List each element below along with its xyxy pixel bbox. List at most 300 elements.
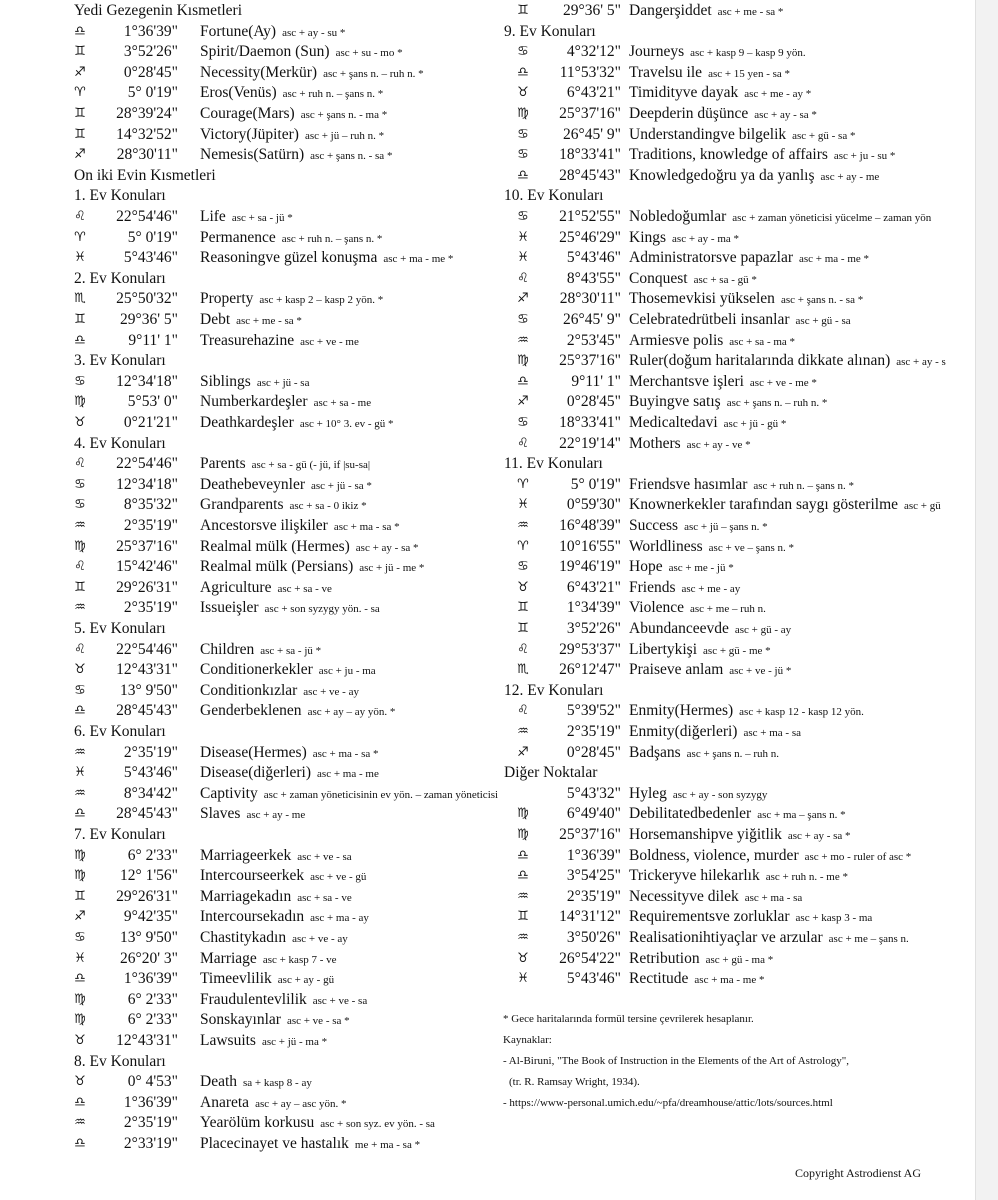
lot-formula: asc + ruh n. – şans n. * — [282, 88, 384, 101]
lot-row — [0, 639, 500, 660]
section-header: 7. Ev Konuları — [74, 826, 166, 843]
libra-sign-icon: ♎ — [517, 373, 529, 389]
scorpio-sign-icon: ♏ — [517, 662, 529, 678]
lot-formula: asc + ay - s — [896, 356, 946, 369]
lot-label: Captivity — [200, 784, 258, 802]
lot-row — [500, 927, 975, 948]
degree-value: 3°50'26" — [566, 929, 621, 946]
lot-formula: sa + kasp 8 - ay — [243, 1077, 312, 1090]
lot-label: Thosemevkisi yükselen — [629, 290, 775, 308]
scorpio-sign-icon: ♏ — [74, 291, 86, 307]
lot-row — [0, 206, 500, 227]
degree-value: 25°50'32" — [116, 290, 178, 308]
pisces-sign-icon: ♓ — [517, 971, 529, 987]
degree-value: 21°52'55" — [559, 208, 621, 225]
lot-name — [629, 144, 895, 167]
lot-name — [200, 515, 400, 538]
lot-name — [200, 1092, 347, 1115]
lot-label: Debilitatedbedenler — [629, 805, 752, 823]
lot-formula: asc + 15 yen - sa * — [708, 67, 791, 80]
lot-formula: asc + ay - ma * — [672, 232, 740, 245]
lot-name — [200, 906, 369, 929]
lot-row — [0, 783, 500, 804]
lot-row — [500, 618, 975, 639]
lot-name — [629, 659, 791, 682]
lot-label: Conquest — [629, 269, 688, 287]
degree-value: 6°43'21" — [566, 84, 621, 102]
lot-row — [500, 144, 975, 165]
aries-sign-icon: ♈ — [74, 85, 86, 101]
night-chart-note: * Gece haritalarında formül tersine çevrilerek hesaplanır. — [503, 1013, 754, 1025]
section-header: 9. Ev Konuları — [504, 22, 596, 40]
lot-name — [200, 1071, 312, 1094]
degree-value: 12°43'31" — [116, 1032, 178, 1049]
lot-row — [500, 783, 975, 804]
aquarius-sign-icon: ♒ — [74, 600, 86, 616]
degree-value: 6°49'40" — [566, 805, 621, 823]
degree-value: 0°28'45" — [566, 393, 621, 411]
lot-name — [200, 762, 379, 785]
degree-value: 18°33'41" — [559, 414, 621, 431]
virgo-sign-icon: ♍ — [517, 827, 529, 842]
degree-value: 26°45' 9" — [563, 125, 621, 143]
lot-formula: asc + me - ay * — [744, 88, 812, 101]
lot-name — [200, 927, 348, 950]
libra-sign-icon: ♎ — [517, 868, 529, 884]
lot-formula: asc + şans n. - sa * — [310, 150, 393, 163]
lot-row — [500, 247, 975, 268]
aquarius-sign-icon: ♒ — [517, 930, 529, 945]
libra-sign-icon: ♎ — [74, 703, 86, 719]
lot-name — [629, 309, 851, 332]
lot-label: Success — [629, 517, 679, 534]
lot-formula: asc + sa - jü * — [260, 644, 322, 657]
sagittarius-sign-icon: ♐ — [517, 744, 529, 760]
lot-formula: asc + ay – asc yön. * — [255, 1097, 347, 1110]
lot-row — [0, 968, 500, 989]
lot-row — [500, 948, 975, 969]
lot-label: Violence — [629, 599, 685, 617]
degree-value: 14°32'52" — [116, 125, 178, 143]
lot-label: Deathkardeşler — [200, 414, 294, 431]
virgo-sign-icon: ♍ — [74, 991, 86, 1007]
lot-row — [500, 103, 975, 124]
lot-label: Disease(Hermes) — [200, 743, 307, 761]
lot-label: Kings — [629, 228, 667, 246]
sagittarius-sign-icon: ♐ — [517, 394, 529, 410]
lot-label: Friendsve hasımlar — [629, 475, 748, 493]
lot-name — [200, 577, 332, 600]
lot-formula: asc + şans n. - ma * — [300, 109, 388, 121]
section-header: On iki Evin Kısmetleri — [74, 166, 216, 184]
lot-formula: asc + me - sa * — [236, 315, 302, 327]
degree-value: 26°12'47" — [559, 661, 621, 679]
aquarius-sign-icon: ♒ — [517, 518, 529, 533]
pisces-sign-icon: ♓ — [74, 950, 86, 966]
lot-name — [629, 288, 863, 311]
gemini-sign-icon: ♊ — [517, 600, 529, 616]
degree-value: 2°35'19" — [123, 517, 178, 534]
lot-formula: asc + me - sa * — [717, 6, 784, 18]
lot-label: Grandparents — [200, 496, 284, 514]
lot-name — [200, 227, 382, 250]
lot-formula: asc + gü - sa — [795, 315, 851, 327]
lot-row — [0, 453, 500, 474]
lot-label: Celebratedrütbeli insanlar — [629, 311, 790, 328]
lot-formula: asc + sa - me — [313, 397, 372, 410]
cancer-sign-icon: ♋ — [74, 930, 86, 945]
lot-formula: asc + ve – şans n. * — [708, 541, 794, 554]
lot-label: Conditionkızlar — [200, 681, 298, 699]
lot-name — [629, 721, 801, 744]
lot-label: Enmity(Hermes) — [629, 702, 734, 720]
lot-row — [0, 227, 500, 248]
lot-label: Hope — [629, 558, 663, 576]
section-header: 5. Ev Konuları — [74, 620, 166, 637]
gemini-sign-icon: ♊ — [74, 44, 86, 60]
virgo-sign-icon: ♍ — [517, 806, 529, 822]
lot-label: Eros(Venüs) — [200, 84, 277, 102]
leo-sign-icon: ♌ — [517, 641, 529, 657]
lot-name — [629, 268, 757, 291]
degree-value: 3°52'26" — [566, 620, 621, 637]
degree-value: 9°42'35" — [123, 908, 178, 926]
lot-formula: asc + jü - gü * — [723, 418, 787, 430]
lot-label: Anareta — [200, 1093, 250, 1111]
lot-formula: asc + son syz. ev yön. - sa — [320, 1118, 435, 1131]
source-1: - Al-Biruni, "The Book of Instruction in the Elements of the Art of Astrology", — [503, 1055, 849, 1067]
lot-name — [629, 865, 848, 888]
aquarius-sign-icon: ♒ — [517, 888, 529, 904]
lot-formula: asc + ay - me — [820, 170, 880, 183]
degree-value: 5° 0'19" — [127, 84, 178, 102]
degree-value: 6° 2'33" — [127, 990, 178, 1008]
aquarius-sign-icon: ♒ — [74, 1115, 86, 1131]
lot-formula: asc + ay - sa * — [355, 541, 419, 554]
degree-value: 22°19'14" — [559, 434, 621, 452]
degree-value: 8°34'42" — [123, 784, 178, 802]
lot-row — [500, 433, 975, 454]
degree-value: 5° 0'19" — [570, 475, 621, 493]
degree-value: 8°35'32" — [123, 496, 178, 514]
lot-name — [629, 845, 911, 868]
lot-label: Fortune(Ay) — [200, 22, 277, 40]
degree-value: 12°34'18" — [116, 475, 178, 493]
lot-formula: asc + ruh n. - me * — [765, 871, 848, 884]
lot-label: Armiesve polis — [629, 331, 724, 349]
lot-formula: asc + sa - 0 ikiz * — [289, 500, 367, 513]
lot-formula: asc + ve - me * — [749, 376, 817, 389]
lot-name — [200, 680, 359, 703]
lot-name — [200, 659, 376, 682]
lot-label: Journeys — [629, 43, 685, 61]
cancer-sign-icon: ♋ — [517, 147, 529, 163]
lot-name — [200, 639, 321, 662]
lot-label: Praiseve anlam — [629, 661, 724, 679]
lot-row — [500, 968, 975, 989]
libra-sign-icon: ♎ — [74, 332, 86, 348]
lot-name — [200, 968, 334, 991]
lot-formula: asc + gü - ma * — [705, 953, 774, 966]
degree-value: 25°37'16" — [116, 537, 178, 555]
leo-sign-icon: ♌ — [517, 703, 529, 719]
lot-formula: asc + son syzygy yön. - sa — [264, 603, 380, 616]
lot-label: Chastitykadın — [200, 929, 287, 946]
lot-name — [629, 124, 855, 147]
degree-value: 26°20' 3" — [120, 949, 178, 967]
lot-name — [200, 474, 372, 497]
degree-value: 5°43'46" — [123, 249, 178, 267]
degree-value: 22°54'46" — [116, 455, 178, 473]
lot-label: Yearölüm korkusu — [200, 1114, 315, 1132]
lot-name — [200, 206, 293, 229]
degree-value: 0°28'45" — [566, 743, 621, 761]
lot-formula: asc + jü - me * — [359, 562, 425, 575]
lot-name — [629, 412, 786, 435]
lot-name — [629, 494, 941, 517]
lot-label: Horsemanshipve yiğitlik — [629, 826, 782, 843]
taurus-sign-icon: ♉ — [74, 662, 86, 678]
lot-row — [0, 742, 500, 763]
lot-label: Genderbeklenen — [200, 702, 302, 720]
lot-name — [629, 618, 791, 641]
aries-sign-icon: ♈ — [74, 229, 86, 245]
pisces-sign-icon: ♓ — [517, 229, 529, 245]
degree-value: 5°39'52" — [566, 702, 621, 720]
degree-value: 3°54'25" — [566, 867, 621, 885]
section-header: 2. Ev Konuları — [74, 269, 166, 287]
lot-formula: asc + zaman yöneticisi yücelme – zaman yön — [732, 212, 932, 224]
lot-label: Agriculture — [200, 578, 272, 596]
libra-sign-icon: ♎ — [517, 167, 529, 183]
lot-row — [500, 41, 975, 62]
lot-row — [500, 371, 975, 392]
degree-value: 11°53'32" — [559, 63, 621, 81]
lot-label: Conditionerkekler — [200, 661, 313, 679]
lot-label: Nemesis(Satürn) — [200, 146, 305, 164]
lot-row — [500, 577, 975, 598]
lot-name — [200, 700, 395, 723]
cancer-sign-icon: ♋ — [517, 44, 529, 60]
lot-label: Realisationihtiyaçlar ve arzular — [629, 929, 823, 946]
lot-row — [500, 639, 975, 660]
lot-row — [0, 659, 500, 680]
lot-formula: asc + ma - sa — [744, 891, 803, 904]
lot-name — [629, 803, 846, 826]
libra-sign-icon: ♎ — [517, 64, 529, 80]
lot-formula: asc + ma - sa — [743, 727, 801, 739]
lot-name — [629, 948, 773, 971]
lot-row — [0, 927, 500, 948]
degree-value: 2°35'19" — [566, 887, 621, 905]
gemini-sign-icon: ♊ — [74, 579, 86, 595]
lot-label: Marriagekadın — [200, 887, 292, 905]
lot-row — [0, 1009, 500, 1030]
lot-formula: asc + me - ay — [681, 582, 741, 595]
lot-formula: asc + ay - sa * — [754, 109, 817, 121]
lot-label: Intercourseerkek — [200, 867, 305, 885]
lot-label: Friends — [629, 578, 676, 596]
lot-name — [200, 103, 387, 126]
cancer-sign-icon: ♋ — [74, 373, 86, 389]
lot-row — [0, 515, 500, 536]
aquarius-sign-icon: ♒ — [74, 785, 86, 801]
lot-row — [500, 721, 975, 742]
degree-value: 25°37'16" — [559, 352, 621, 370]
lot-row — [0, 62, 500, 83]
lot-name — [629, 371, 817, 394]
lot-label: Property — [200, 290, 254, 308]
pisces-sign-icon: ♓ — [517, 250, 529, 266]
degree-value: 6°43'21" — [566, 578, 621, 596]
right-margin — [975, 0, 998, 1200]
cancer-sign-icon: ♋ — [517, 126, 529, 142]
virgo-sign-icon: ♍ — [74, 847, 86, 863]
section-header: 12. Ev Konuları — [504, 681, 604, 699]
lot-formula: asc + mo - ruler of asc * — [804, 850, 912, 863]
lot-label: Boldness, violence, murder — [629, 846, 799, 864]
lot-name — [200, 845, 352, 868]
libra-sign-icon: ♎ — [517, 847, 529, 863]
degree-value: 5°43'46" — [566, 249, 621, 267]
cancer-sign-icon: ♋ — [517, 415, 529, 430]
lot-label: Understandingve bilgelik — [629, 125, 787, 143]
lot-label: Knownerkekler tarafından saygı gösterilme — [629, 496, 899, 514]
taurus-sign-icon: ♉ — [517, 579, 529, 595]
lot-row — [0, 371, 500, 392]
lot-row — [0, 700, 500, 721]
lot-row — [0, 577, 500, 598]
lot-label: Fraudulentevlilik — [200, 990, 307, 1008]
lot-label: Marriageerkek — [200, 846, 292, 864]
lot-row — [0, 288, 500, 309]
lot-label: Dangerşiddet — [629, 2, 712, 19]
lot-formula: asc + sa - ma * — [729, 335, 796, 348]
copyright: Copyright Astrodienst AG — [795, 1166, 922, 1180]
lot-label: Courage(Mars) — [200, 105, 295, 122]
pisces-sign-icon: ♓ — [517, 497, 529, 513]
lot-name — [629, 577, 740, 600]
lot-formula: asc + sa - ve — [297, 891, 352, 904]
lot-row — [0, 1030, 500, 1051]
leo-sign-icon: ♌ — [517, 270, 529, 286]
lot-formula: asc + su - mo * — [335, 47, 403, 60]
degree-value: 5°43'46" — [123, 764, 178, 782]
degree-value: 22°54'46" — [116, 640, 178, 658]
lot-label: Death — [200, 1073, 238, 1091]
lot-label: Siblings — [200, 372, 251, 390]
degree-value: 6° 2'33" — [127, 1011, 178, 1029]
lot-formula: asc + ay - sa * — [787, 830, 851, 842]
lot-row — [0, 247, 500, 268]
degree-value: 0°21'21" — [123, 414, 178, 431]
lot-formula: asc + ma - me * — [383, 253, 454, 266]
lot-label: Merchantsve işleri — [629, 372, 744, 390]
degree-value: 26°54'22" — [559, 949, 621, 967]
lot-formula: asc + kasp 9 – kasp 9 yön. — [690, 47, 806, 60]
gemini-sign-icon: ♊ — [74, 312, 86, 327]
lot-row — [500, 803, 975, 824]
degree-value: 5°43'46" — [566, 970, 621, 988]
lot-formula: asc + ruh n. – şans n. * — [281, 232, 383, 245]
lot-formula: asc + ma - sa * — [312, 747, 379, 760]
lot-label: Disease(diğerleri) — [200, 764, 312, 782]
lot-name — [629, 82, 811, 105]
lot-name — [629, 906, 872, 929]
virgo-sign-icon: ♍ — [74, 538, 86, 554]
lot-name — [629, 350, 946, 373]
virgo-sign-icon: ♍ — [74, 868, 86, 884]
lot-row — [0, 680, 500, 701]
lot-name — [200, 803, 305, 826]
degree-value: 29°26'31" — [116, 887, 178, 905]
lot-row — [500, 412, 975, 433]
lot-label: Requirementsve zorluklar — [629, 908, 790, 926]
cancer-sign-icon: ♋ — [517, 559, 529, 575]
lot-formula: asc + me – ruh n. — [690, 603, 766, 616]
lot-name — [200, 1030, 327, 1053]
lot-row — [500, 536, 975, 557]
lot-name — [629, 536, 794, 559]
lot-formula: asc + sa - ve — [277, 582, 332, 595]
degree-value: 28°39'24" — [116, 105, 178, 122]
lot-name — [200, 494, 367, 517]
lot-name — [200, 989, 367, 1012]
lot-row — [500, 865, 975, 886]
leo-sign-icon: ♌ — [517, 435, 529, 451]
lot-label: Parents — [200, 455, 246, 473]
lot-label: Trickeryve hilekarlık — [629, 867, 760, 885]
lot-formula: asc + ay – ay yön. * — [307, 706, 396, 719]
source-1-translation: (tr. R. Ramsay Wright, 1934). — [509, 1076, 640, 1088]
lot-name — [200, 536, 419, 559]
lot-formula: asc + şans n. - sa * — [780, 294, 864, 307]
lot-formula: asc + ve - sa — [297, 850, 352, 863]
lot-formula: asc + jü - ma * — [261, 1036, 328, 1048]
lot-row — [0, 41, 500, 62]
lot-name — [629, 330, 795, 353]
taurus-sign-icon: ♉ — [74, 415, 86, 430]
aquarius-sign-icon: ♒ — [517, 332, 529, 348]
aries-sign-icon: ♈ — [517, 476, 529, 492]
lot-name — [629, 597, 766, 620]
lot-label: Libertykişi — [629, 640, 698, 658]
degree-value: 9°11' 1" — [128, 331, 178, 349]
lot-name — [200, 412, 394, 435]
lot-name — [629, 556, 734, 579]
lot-name — [200, 1112, 435, 1135]
sources-label: Kaynaklar: — [503, 1034, 552, 1046]
lot-row — [500, 906, 975, 927]
lot-label: Enmity(diğerleri) — [629, 723, 738, 740]
leo-sign-icon: ♌ — [74, 559, 86, 575]
degree-value: 12° 1'56" — [120, 867, 178, 885]
lot-row — [0, 1092, 500, 1113]
lot-label: Life — [200, 208, 226, 225]
lot-formula: asc + ma - me * — [798, 253, 870, 266]
lot-formula: asc + kasp 7 - ve — [262, 953, 337, 966]
degree-value: 2°35'19" — [123, 1114, 178, 1132]
lot-row — [500, 0, 975, 21]
lot-row — [0, 906, 500, 927]
lot-label: Children — [200, 640, 255, 658]
lot-formula: asc + jü – ruh n. * — [304, 129, 385, 142]
lot-label: Sonskayınlar — [200, 1011, 281, 1029]
lot-label: Deathebeveynler — [200, 475, 305, 493]
degree-value: 12°43'31" — [116, 661, 178, 679]
lot-row — [500, 494, 975, 515]
cancer-sign-icon: ♋ — [517, 312, 529, 327]
